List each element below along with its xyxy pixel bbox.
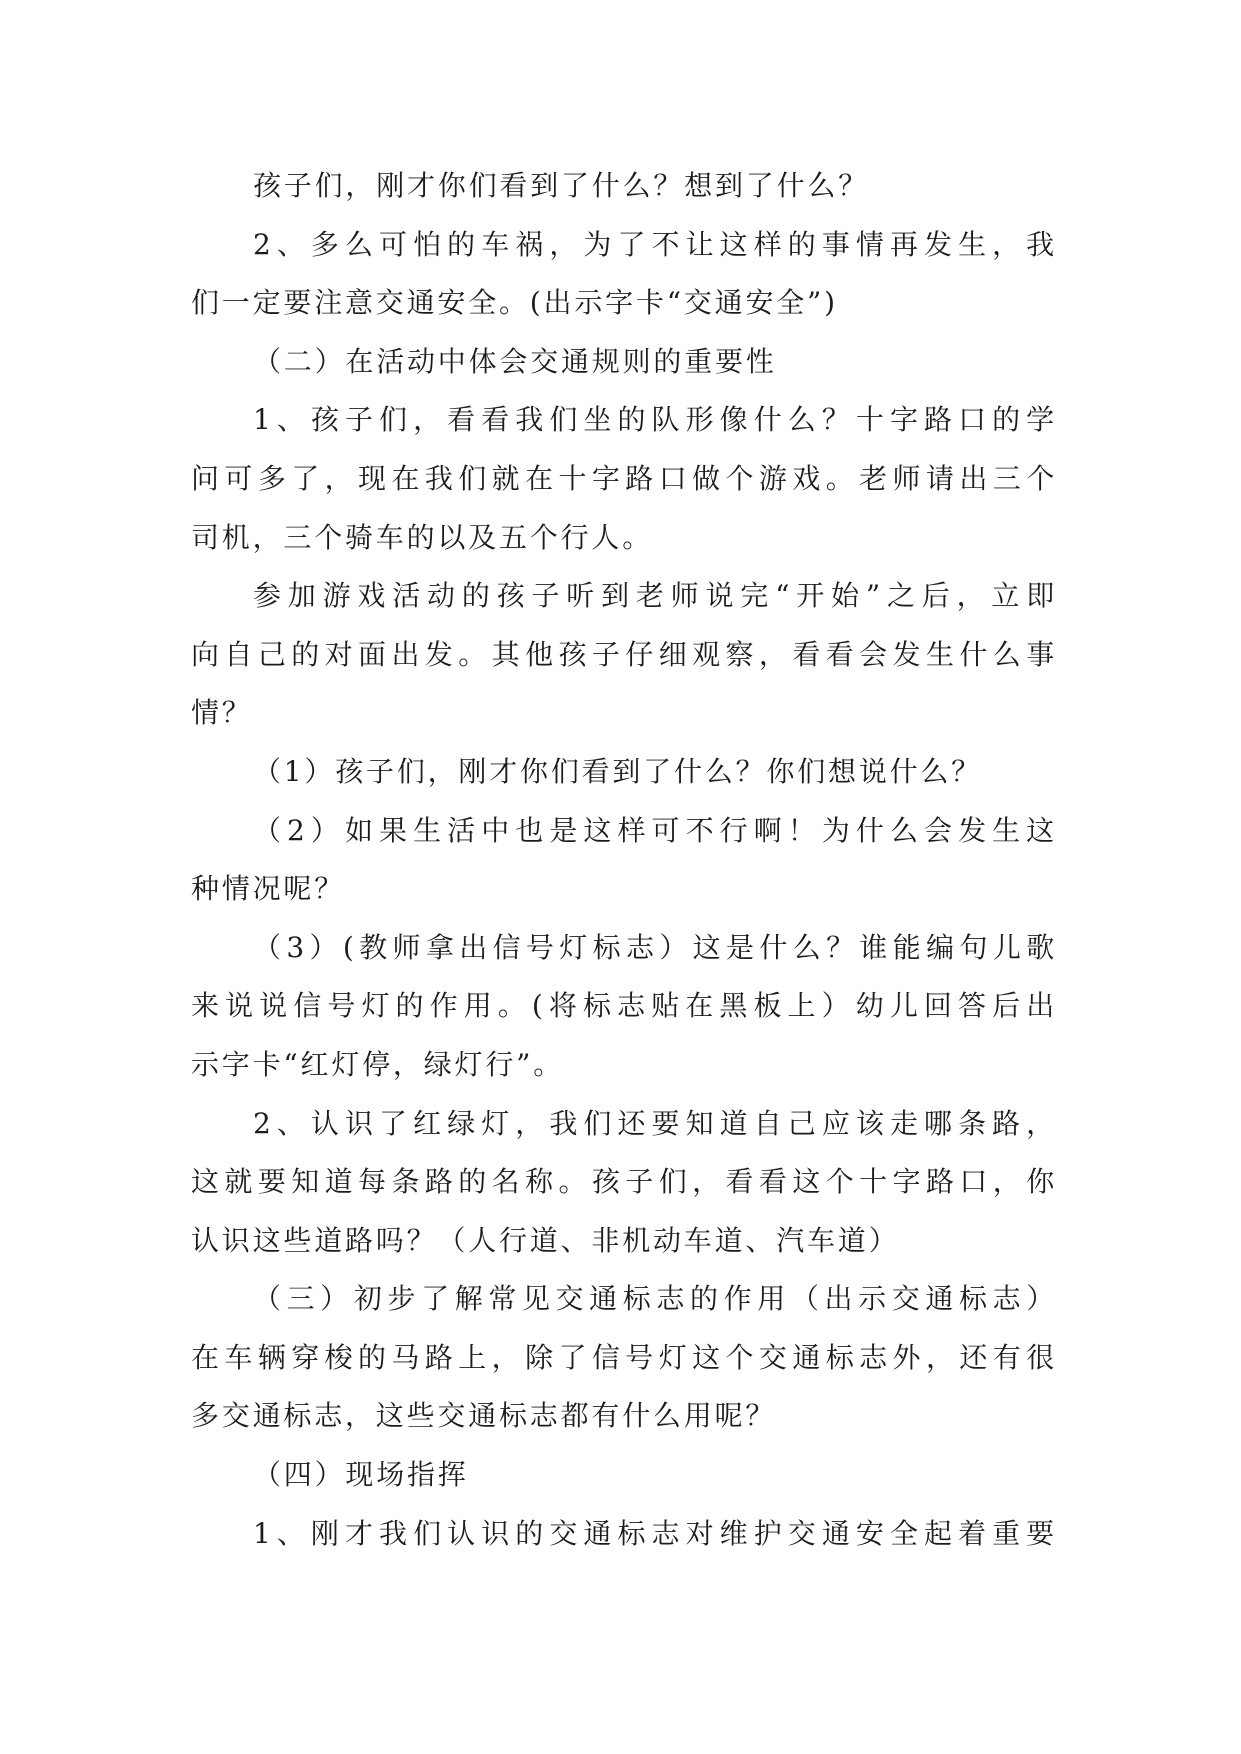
text-line: 问可多了，现在我们就在十字路口做个游戏。老师请出三个 <box>191 461 1057 495</box>
text-line: （3）(教师拿出信号灯标志）这是什么？谁能编句儿歌 <box>253 930 1057 964</box>
paragraph <box>191 567 1057 743</box>
text-line: 来说说信号灯的作用。(将标志贴在黑板上）幼儿回答后出 <box>191 989 1057 1023</box>
paragraph <box>191 1505 1057 1564</box>
text-line: （四）现场指挥 <box>253 1458 469 1492</box>
paragraph <box>191 157 1057 216</box>
section-heading <box>191 333 1057 392</box>
text-line: 2、认识了红绿灯，我们还要知道自己应该走哪条路， <box>253 1106 1057 1140</box>
text-line: 2、多么可怕的车祸，为了不让这样的事情再发生，我 <box>253 227 1057 261</box>
text-line: （二）在活动中体会交通规则的重要性 <box>253 344 777 378</box>
text-line: 在车辆穿梭的马路上，除了信号灯这个交通标志外，还有很 <box>191 1340 1057 1374</box>
text-line: 们一定要注意交通安全。(出示字卡“交通安全”) <box>191 286 838 320</box>
paragraph <box>191 1095 1057 1271</box>
text-line: 这就要知道每条路的名称。孩子们，看看这个十字路口，你 <box>191 1165 1057 1199</box>
text-line: 1、刚才我们认识的交通标志对维护交通安全起着重要 <box>253 1516 1057 1550</box>
text-line: 种情况呢？ <box>191 872 346 906</box>
text-line: 司机，三个骑车的以及五个行人。 <box>191 520 654 554</box>
paragraph <box>191 391 1057 567</box>
text-line: 示字卡“红灯停，绿灯行”。 <box>191 1047 565 1081</box>
paragraph <box>191 919 1057 1095</box>
text-line: 孩子们，刚才你们看到了什么？想到了什么？ <box>253 169 870 202</box>
paragraph <box>191 743 1057 802</box>
text-line: 多交通标志，这些交通标志都有什么用呢？ <box>191 1399 777 1433</box>
section-heading <box>191 1270 1057 1446</box>
text-line: （1）孩子们，刚才你们看到了什么？你们想说什么？ <box>253 754 983 788</box>
text-line: （三）初步了解常见交通标志的作用（出示交通标志） <box>253 1282 1057 1316</box>
text-line: （2）如果生活中也是这样可不行啊！为什么会发生这 <box>253 813 1057 847</box>
text-line: 参加游戏活动的孩子听到老师说完“开始”之后，立即 <box>253 579 1057 613</box>
paragraph <box>191 216 1057 333</box>
text-line: 认识这些道路吗？（人行道、非机动车道、汽车道） <box>191 1223 900 1257</box>
paragraph <box>191 802 1057 919</box>
text-line: 向自己的对面出发。其他孩子仔细观察，看看会发生什么事 <box>191 637 1057 671</box>
document-body <box>191 157 1057 1563</box>
text-line: 情？ <box>191 696 253 730</box>
section-heading <box>191 1446 1057 1505</box>
text-line: 1、孩子们，看看我们坐的队形像什么？十字路口的学 <box>253 403 1057 437</box>
